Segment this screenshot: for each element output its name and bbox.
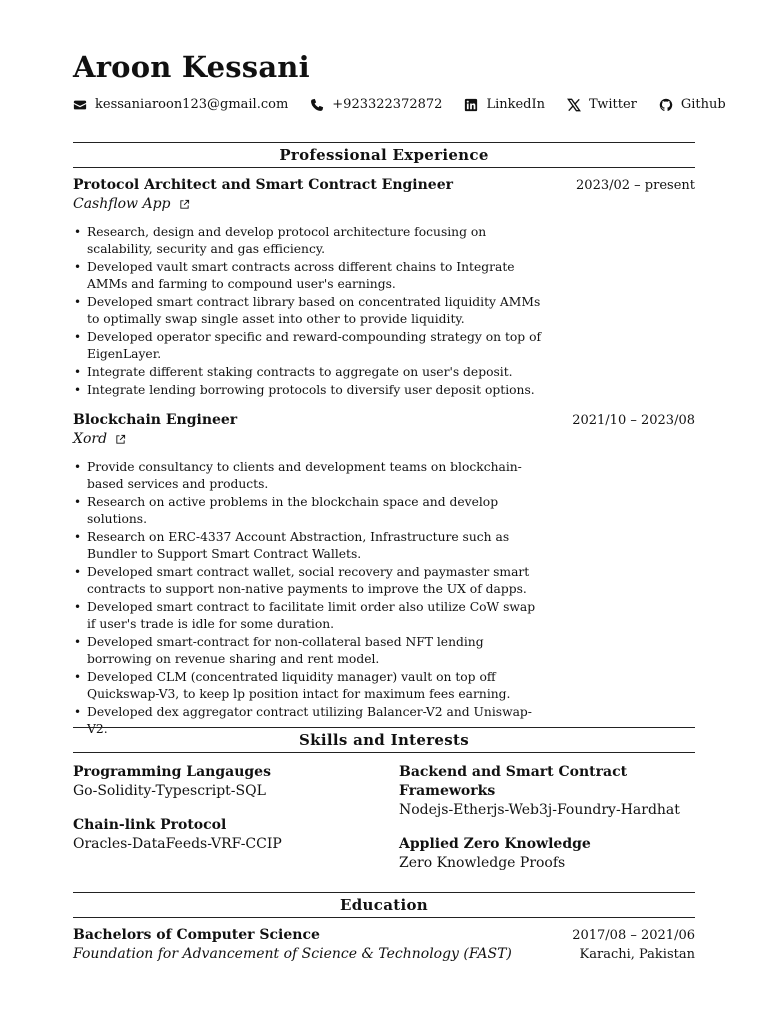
list-item: • Integrate different staking contracts to aggregate on user's deposit. <box>73 364 543 381</box>
list-item: • Developed smart contract library based on concentrated liquidity AMMs to optimally swap single asset into other to provide liquidity. <box>73 294 543 328</box>
section-heading-skills: Skills and Interests <box>73 727 695 753</box>
institution-name: Foundation for Advancement of Science & Technology (FAST) <box>73 946 512 962</box>
contact-github[interactable] <box>659 97 726 112</box>
contact-bar <box>73 97 726 112</box>
github-text: Github <box>680 97 726 112</box>
job-bullet-list <box>73 459 543 738</box>
candidate-name: Aroon Kessani <box>73 50 310 84</box>
section-heading-experience: Professional Experience <box>73 142 695 168</box>
skill-title: Backend and Smart Contract Frameworks <box>399 764 628 799</box>
email-icon <box>73 98 87 112</box>
list-item: • Research on ERC-4337 Account Abstraction, Infrastructure such as Bundler to Support Smart Contract Wallets. <box>73 529 543 563</box>
job-entry-cashflow <box>73 177 695 400</box>
education-entry <box>73 927 695 962</box>
skill-chainlink <box>73 816 373 854</box>
skill-title: Applied Zero Knowledge <box>399 836 591 852</box>
external-link-icon <box>115 434 126 445</box>
list-item: • Developed operator specific and reward-compounding strategy on top of EigenLayer. <box>73 329 543 363</box>
skill-zero-knowledge <box>399 835 695 873</box>
company-link[interactable] <box>73 196 695 212</box>
job-title: Blockchain Engineer <box>73 412 238 428</box>
list-item: • Developed CLM (concentrated liquidity manager) vault on top off Quickswap-V3, to keep lp position intact for maximum fees earning. <box>73 669 543 703</box>
github-icon <box>659 98 673 112</box>
phone-text: +923322372872 <box>332 97 443 112</box>
list-item: • Developed dex aggregator contract utilizing Balancer-V2 and Uniswap-V2. <box>73 704 543 738</box>
linkedin-icon <box>464 98 478 112</box>
skill-backend <box>399 763 695 820</box>
contact-twitter[interactable] <box>567 97 637 112</box>
job-bullet-list <box>73 224 543 399</box>
list-item: • Developed smart-contract for non-collateral based NFT lending borrowing on revenue sharing and rent model. <box>73 634 543 668</box>
degree-title: Bachelors of Computer Science <box>73 927 320 943</box>
twitter-text: Twitter <box>589 97 637 112</box>
company-name: Xord <box>73 431 108 447</box>
skill-value: Go-Solidity-Typescript-SQL <box>73 783 266 799</box>
list-item: • Integrate lending borrowing protocols to diversify user deposit options. <box>73 382 543 399</box>
education-location: Karachi, Pakistan <box>579 947 695 962</box>
list-item: • Developed vault smart contracts across different chains to Integrate AMMs and farming to compound user's earnings. <box>73 259 543 293</box>
skill-value: Oracles-DataFeeds-VRF-CCIP <box>73 836 282 852</box>
x-twitter-icon <box>567 98 581 112</box>
skill-title: Chain-link Protocol <box>73 817 227 833</box>
skill-value: Zero Knowledge Proofs <box>399 855 566 871</box>
skill-title: Programming Langauges <box>73 764 271 780</box>
contact-phone[interactable] <box>310 97 442 112</box>
company-name: Cashflow App <box>73 196 171 212</box>
company-link[interactable] <box>73 431 695 447</box>
contact-linkedin[interactable] <box>464 97 545 112</box>
job-date: 2021/10 – 2023/08 <box>572 413 695 428</box>
list-item: • Provide consultancy to clients and development teams on blockchain-based services and products. <box>73 459 543 493</box>
section-heading-education: Education <box>73 892 695 918</box>
list-item: • Developed smart contract wallet, social recovery and paymaster smart contracts to support non-native payments to improve the UX of dapps. <box>73 564 543 598</box>
job-date: 2023/02 – present <box>576 178 695 193</box>
education-date: 2017/08 – 2021/06 <box>572 928 695 943</box>
contact-email[interactable] <box>73 97 288 112</box>
linkedin-text: LinkedIn <box>486 97 546 112</box>
skill-value: Nodejs-Etherjs-Web3j-Foundry-Hardhat <box>399 802 680 818</box>
list-item: • Developed smart contract to facilitate limit order also utilize CoW swap if user's trade is idle for some duration. <box>73 599 543 633</box>
skill-programming <box>73 763 373 801</box>
list-item: • Research on active problems in the blockchain space and develop solutions. <box>73 494 543 528</box>
phone-icon <box>310 98 324 112</box>
list-item: • Research, design and develop protocol architecture focusing on scalability, security and gas efficiency. <box>73 224 543 258</box>
job-title: Protocol Architect and Smart Contract Engineer <box>73 177 453 193</box>
email-text: kessaniaroon123@gmail.com <box>95 97 289 112</box>
external-link-icon <box>179 199 190 210</box>
job-entry-xord <box>73 412 695 739</box>
